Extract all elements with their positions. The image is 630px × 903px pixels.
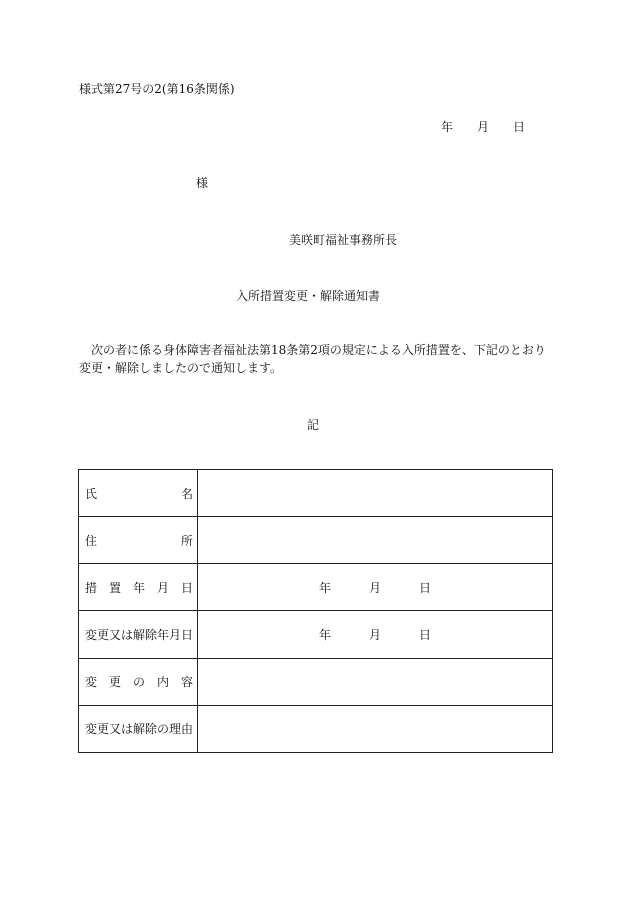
row-value-cell[interactable] [198,470,553,517]
label-char: 月 [156,580,169,595]
issue-date [441,118,525,135]
label-char: 置 [108,580,121,595]
label-char: 年 [132,580,145,595]
row-value-cell[interactable] [198,564,553,611]
date-year: 年 [318,628,331,643]
row-label-cell [79,564,198,611]
date-day: 日 [418,580,431,595]
date-month: 月 [368,580,381,595]
row-value-cell[interactable] [198,517,553,564]
label-char: 措 [85,580,98,595]
addressee-suffix: 様 [196,176,209,190]
table-row [79,611,553,658]
row-label: 変更又は解除年月日 [85,628,194,643]
row-value-cell[interactable] [198,705,553,752]
date-year: 年 [441,120,454,134]
row-label: 変更又は解除の理由 [85,722,194,737]
row-label-cell [79,658,198,705]
row-label [85,485,193,502]
table-row [79,564,553,611]
row-label-cell [79,470,198,517]
table-row [79,517,553,564]
row-label [85,579,193,596]
row-label-cell [79,611,198,658]
document-title: 入所措置変更・解除通知書 [236,289,381,303]
table-row [79,705,553,752]
date-month: 月 [368,628,381,643]
label-char: 氏 [85,486,98,501]
date-day: 日 [418,628,431,643]
row-date [198,626,552,643]
info-table [78,469,553,753]
date-year: 年 [318,580,331,595]
row-value-cell[interactable] [198,611,553,658]
label-char: 変 [85,675,98,690]
label-char: 所 [180,533,193,548]
label-char: 住 [85,533,98,548]
date-day: 日 [513,120,526,134]
body-text: 次の者に係る身体障害者福祉法第18条第2項の規定による入所措置を、下記のとおり変更・解除しましたので通知します。 [79,343,546,375]
label-char: 内 [156,675,169,690]
label-char: 更 [108,675,121,690]
date-month: 月 [477,120,490,134]
label-char: 日 [180,580,193,595]
row-date [198,579,552,596]
label-char: 容 [180,675,193,690]
row-label-cell [79,705,198,752]
row-label [85,673,193,690]
table-row [79,470,553,517]
issuer-name: 美咲町福祉事務所長 [289,233,398,247]
label-char: 名 [180,486,193,501]
table-row [79,658,553,705]
row-value-cell[interactable] [198,658,553,705]
label-char: の [132,675,145,690]
row-label-cell [79,517,198,564]
form-number: 様式第27号の2(第16条関係) [79,82,235,96]
ki-heading: 記 [307,418,320,432]
row-label [85,532,193,549]
